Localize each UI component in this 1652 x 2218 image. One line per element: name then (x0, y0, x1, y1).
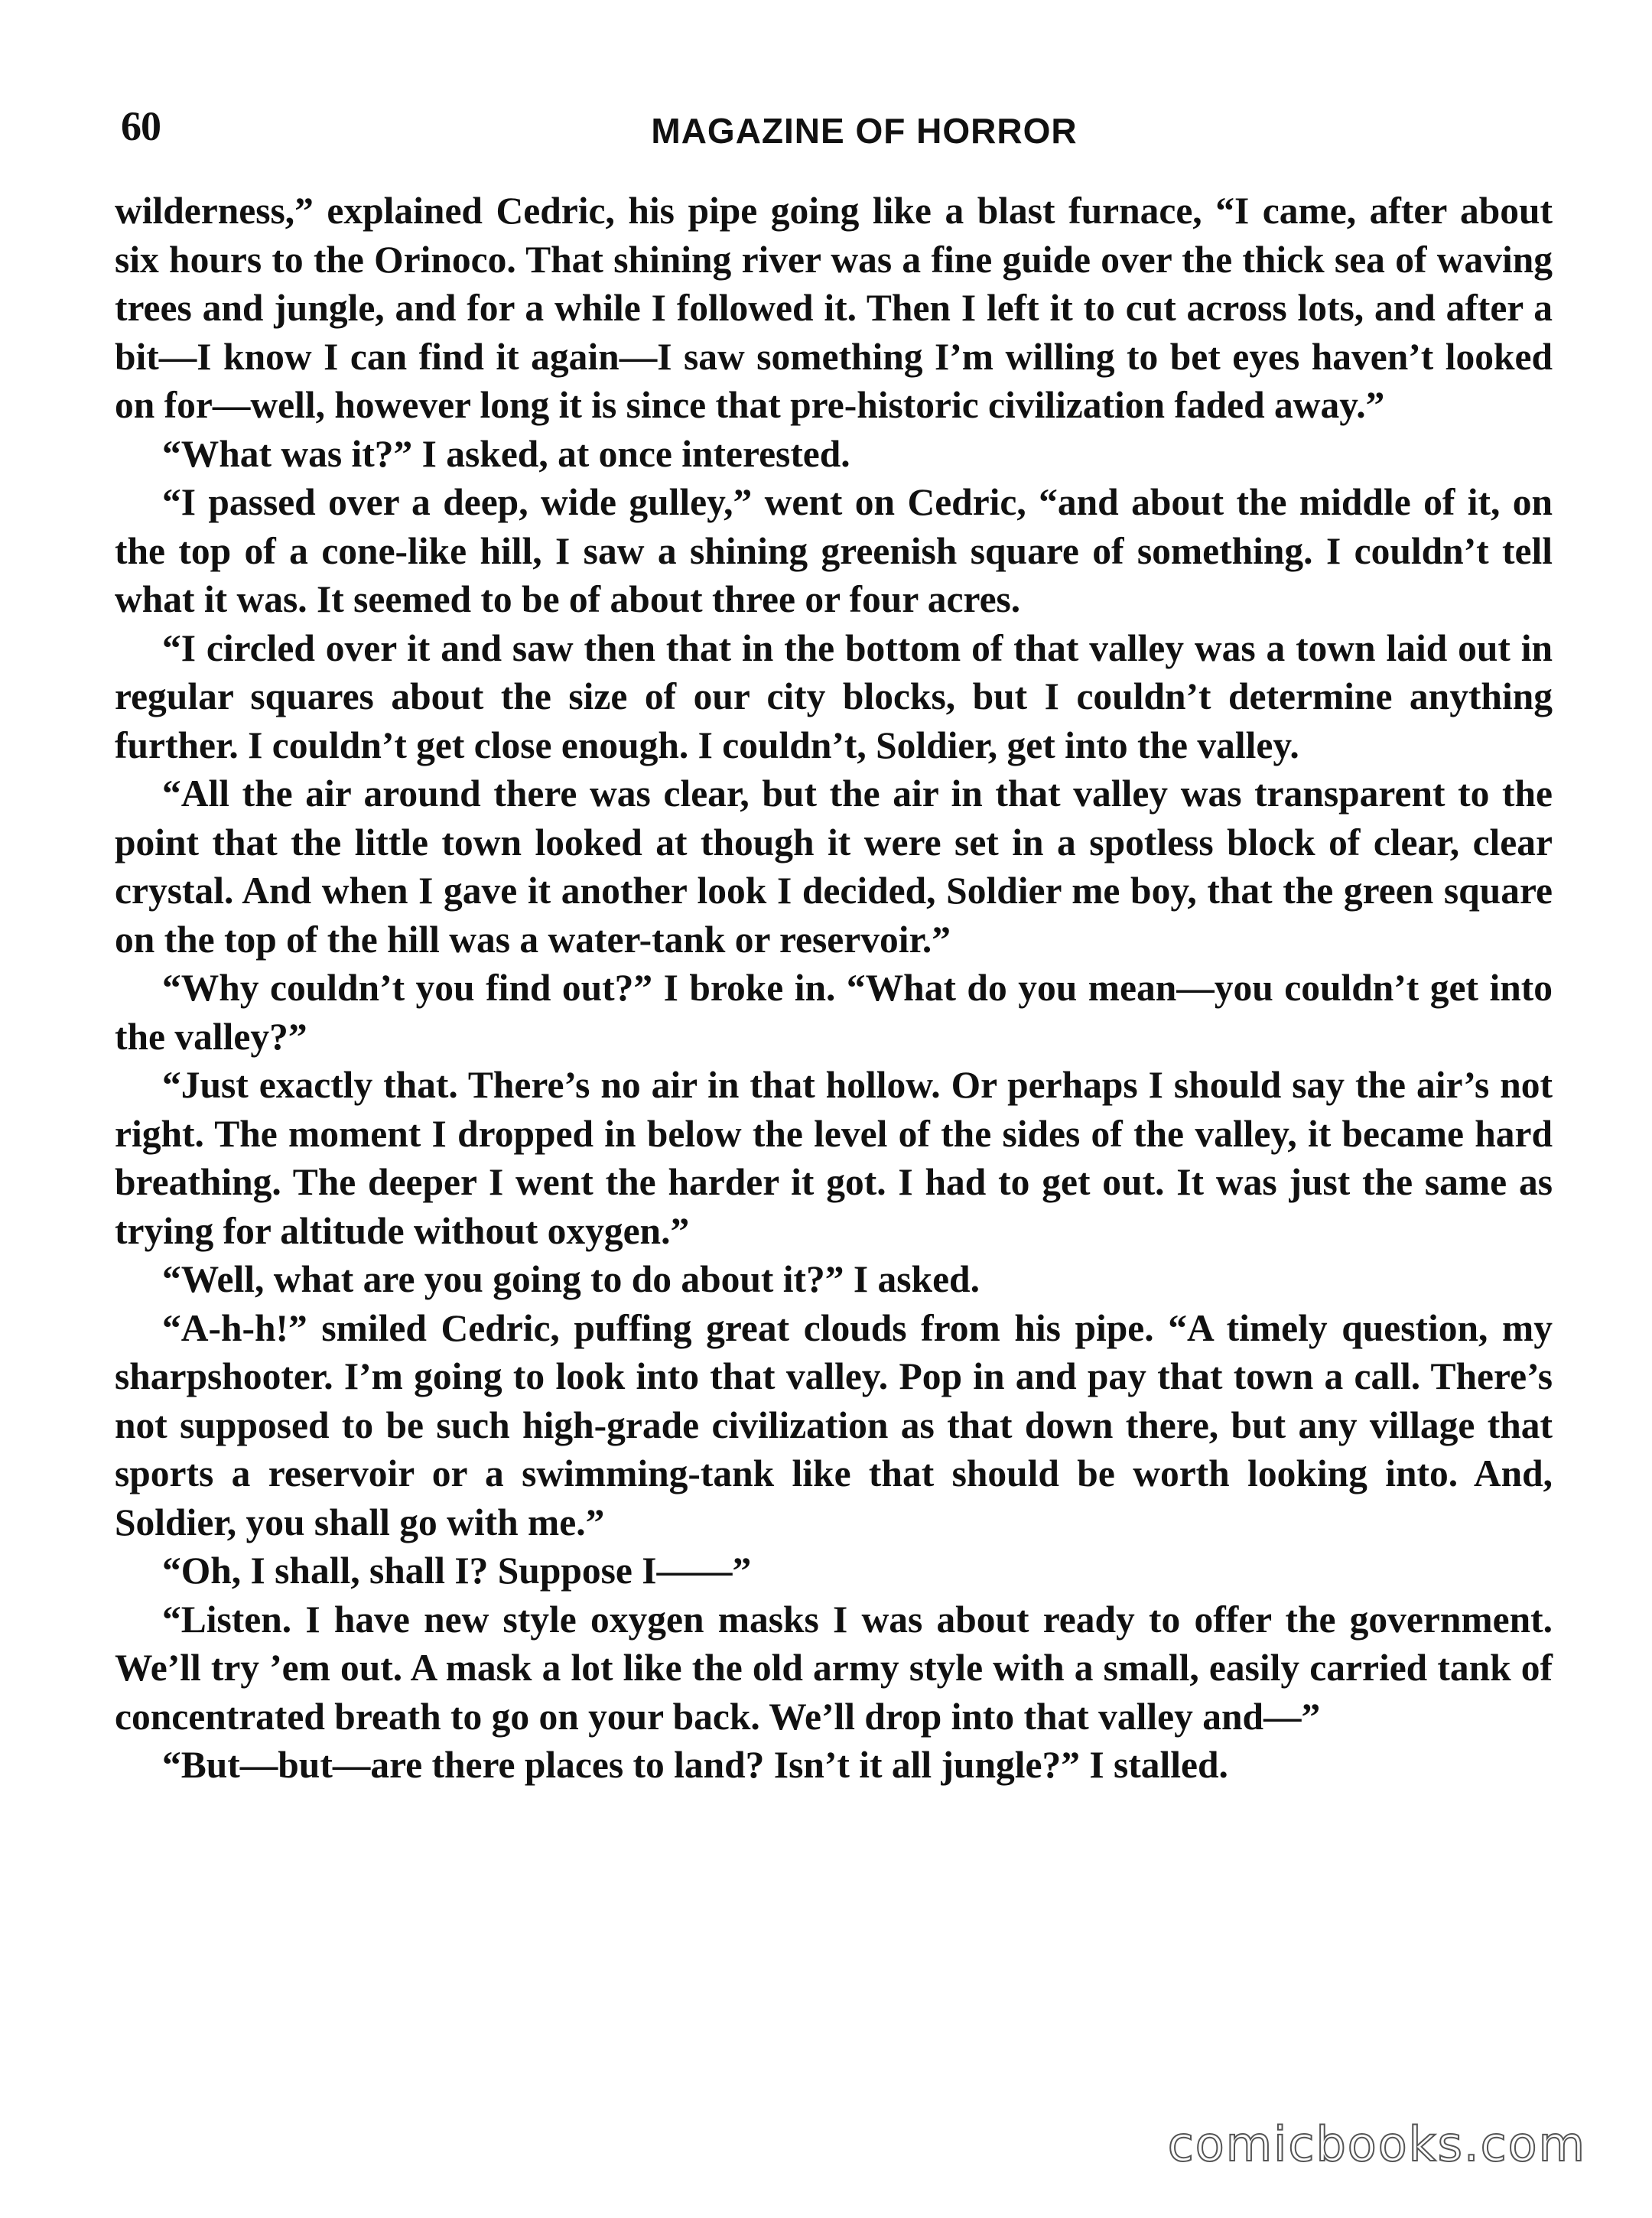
running-head-title: MAGAZINE OF HORROR (651, 111, 1078, 151)
paragraph: “But—but—are there places to land? Isn’t it all jungle?” I stalled. (162, 1744, 1228, 1786)
page-number: 60 (121, 103, 161, 149)
story-text (115, 187, 1553, 1790)
paragraph: “Well, what are you going to do about it?” I asked. (162, 1258, 980, 1300)
paragraph: “Listen. I have new style oxygen masks I was about ready to offer the government. We’ll try ’em out. A mask a lot like the old army style with a small, easily carried tank of concentrated breath to go on your back. We’ll drop into that valley and—” (115, 1598, 1553, 1738)
book-page (115, 92, 1553, 2187)
paragraph: “A-h-h!” smiled Cedric, puffing great clouds from his pipe. “A timely question, my sharpshooter. I’m going to look into that valley. Pop in and pay that town a call. There’s not supposed to be such high-grade civilization as that down there, but any village that sports a reservoir or a swimming-tank like that should be worth looking into. And, Soldier, you shall go with me.” (115, 1306, 1553, 1543)
paragraph: “What was it?” I asked, at once interested. (162, 432, 850, 475)
paragraph: “Oh, I shall, shall I? Suppose I——” (162, 1550, 752, 1592)
paragraph: “All the air around there was clear, but the air in that valley was transparent to the point that the little town looked at though it were set in a spotless block of clear, clear crystal. And when I gave it another look I decided, Soldier me boy, that the green square on the top of the hill was a water-tank or reservoir.” (115, 772, 1553, 961)
watermark: comicbooks.com (1167, 2116, 1586, 2172)
paragraph: “I circled over it and saw then that in the bottom of that valley was a town laid out in regular squares about the size of our city blocks, but I couldn’t determine anything further. I couldn’t get close enough. I couldn’t, Soldier, get into the valley. (115, 626, 1553, 766)
paragraph: “Just exactly that. There’s no air in that hollow. Or perhaps I should say the air’s not right. The moment I dropped in below the level of the sides of the valley, it became hard breathing. The deeper I went the harder it got. I had to get out. It was just the same as trying for altitude without oxygen.” (115, 1064, 1553, 1252)
paragraph: “I passed over a deep, wide gulley,” went on Cedric, “and about the middle of it, on the top of a cone-like hill, I saw a shining greenish square of something. I couldn’t tell what it was. It seemed to be of about three or four acres. (115, 481, 1553, 620)
paragraph: “Why couldn’t you find out?” I broke in. “What do you mean—you couldn’t get into the valley?” (115, 967, 1553, 1058)
paragraph: wilderness,” explained Cedric, his pipe going like a blast furnace, “I came, after about six hours to the Orinoco. That shining river was a fine guide over the thick sea of waving trees and jungle, and for a while I followed it. Then I left it to cut across lots, and after a bit—I know I can find it again—I saw something I’m willing to bet eyes haven’t looked on for—well, however long it is since that pre-historic civilization faded away.” (115, 190, 1553, 426)
page-header (115, 92, 1553, 162)
